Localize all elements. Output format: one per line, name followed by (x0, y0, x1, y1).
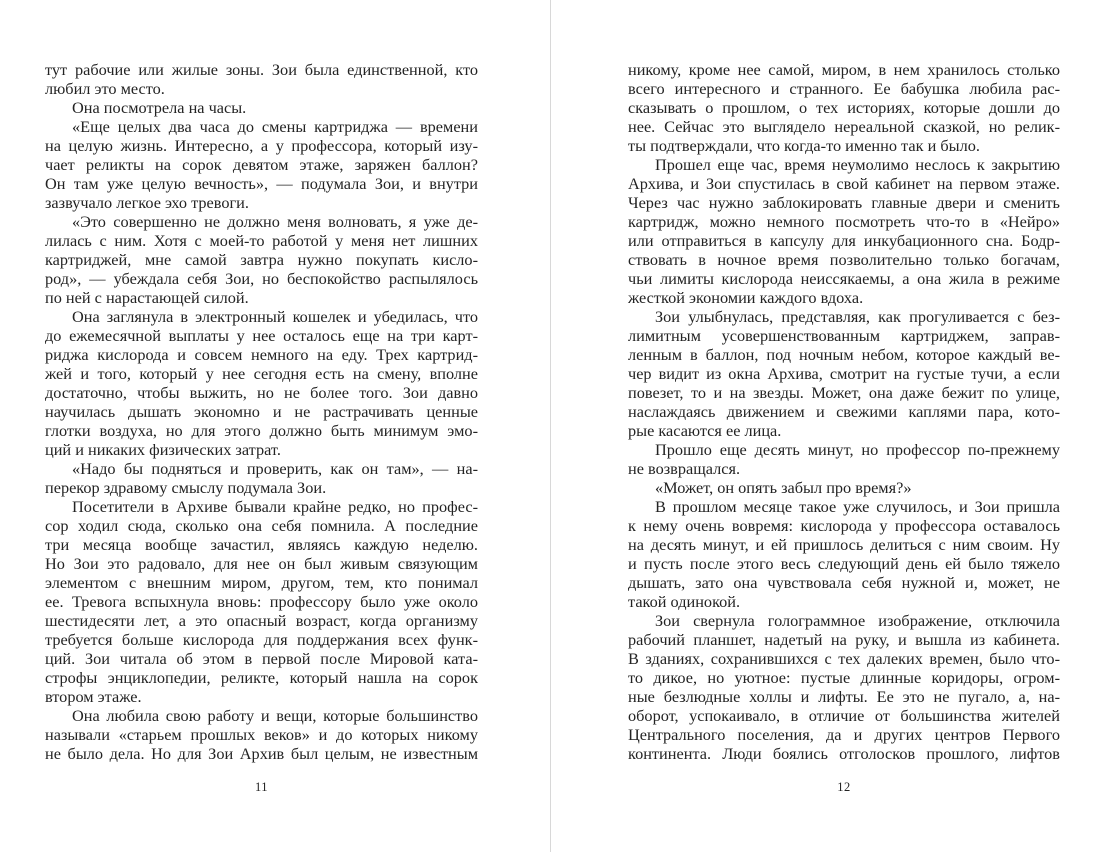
text-line: чает реликты на сорок девятом этаже, заряжен баллон? (45, 155, 478, 174)
text-line: втором этаже. (45, 687, 142, 706)
text-line: Он там уже целую вечность», — подумала Зои, и внутри (45, 174, 478, 193)
text-line: Но Зои это радовало, для нее он был живым связующим (45, 554, 478, 573)
text-line: не возвращался. (628, 459, 741, 478)
text-line: перекор здравому смыслу подумала Зои. (45, 478, 327, 497)
text-line: повезет, то и на звезды. Может, она даже бежит по улице, (628, 383, 1060, 402)
text-line: «Еще целых два часа до смены картриджа — времени (72, 117, 478, 136)
text-line: ее. Тревога вспыхнула вновь: профессору было уже около (45, 592, 478, 611)
text-line: шестидесяти лет, а это опасный возраст, когда организму (45, 611, 478, 630)
text-line: Архива, и Зои спустилась в свой кабинет на первом этаже. (628, 174, 1060, 193)
text-line: ций и никаких физических затрат. (45, 440, 281, 459)
text-line: картридж, можно немного посмотреть что-то в «Нейро» (628, 212, 1060, 231)
text-line: оборот, успокаивало, в отличие от большинства жителей (628, 706, 1060, 725)
text-line: ты подтверждали, что когда-то именно так и было. (628, 136, 980, 155)
text-line: называли «старьем прошлых веков» и до которых никому (45, 725, 478, 744)
page-number-left: 11 (254, 780, 269, 794)
text-line: глотки воздуха, но для этого должно быть минимум эмо- (45, 421, 478, 440)
text-line: ствовать в ночное время позволительно только богачам, (628, 250, 1060, 269)
text-line: три месяца вообще зачастил, являясь каждую неделю. (45, 535, 478, 554)
text-line: и пусть после этого весь следующий день ей было тяжело (628, 554, 1060, 573)
text-line: тут рабочие или жилые зоны. Зои была единственной, кто (45, 60, 478, 79)
text-line: такой одинокой. (628, 592, 741, 611)
text-line: Посетители в Архиве бывали крайне редко, но профес- (72, 497, 478, 516)
text-line: любил это место. (45, 79, 165, 98)
text-line: жей и того, который у нее сегодня есть на смену, вполне (45, 364, 478, 383)
text-line: «Может, он опять забыл про время?» (655, 478, 912, 497)
text-line: Прошло еще десять минут, но профессор по-прежнему (655, 440, 1060, 459)
text-line: нее. Сейчас это выглядело нереальной сказкой, но релик- (628, 117, 1060, 136)
text-line: чер видит из окна Архива, смотрит на густые тучи, а если (628, 364, 1060, 383)
text-line: «Надо бы подняться и проверить, как он там», — на- (72, 459, 478, 478)
text-line: Она посмотрела на часы. (72, 98, 247, 117)
text-line: к нему очень вовремя: кислорода у профессора оставалось (628, 516, 1060, 535)
text-line: В зданиях, сохранившихся с тех далеких времен, было что- (628, 649, 1060, 668)
text-line: риджа кислорода и совсем немного на еду. Трех картрид- (45, 345, 478, 364)
text-line: ные безлюдные холлы и лифты. Ее это не пугало, а, на- (628, 687, 1060, 706)
text-line: не было дела. Но для Зои Архив был целым, не известным (45, 744, 478, 763)
text-line: достаточно, чтобы выжить, но не более того. Зои давно (45, 383, 478, 402)
text-line: Через час нужно заблокировать главные двери и сменить (628, 193, 1060, 212)
text-line: никому, кроме нее самой, миром, в нем хранилось столько (628, 60, 1060, 79)
text-line: на десять минут, и ей пришлось делиться с ним своим. Ну (628, 535, 1060, 554)
text-line: на целую жизнь. Интересно, а у профессора, который изу- (45, 136, 478, 155)
text-line: зазвучало легкое эхо тревоги. (45, 193, 249, 212)
text-line: по ней с нарастающей силой. (45, 288, 249, 307)
text-line: ций. Зои читала об этом в первой после Мировой ката- (45, 649, 478, 668)
text-line: или отправиться в капсулу для инкубационного сна. Бодр- (628, 231, 1060, 250)
text-line: ленным в баллон, под ночным небом, которое каждый ве- (628, 345, 1060, 364)
text-line: Зои свернула голограммное изображение, отключила (655, 611, 1060, 630)
text-line: рые касаются ее лица. (628, 421, 782, 440)
text-line: В прошлом месяце такое уже случилось, и Зои пришла (655, 497, 1060, 516)
text-line: дышать, зато она чувствовала себя нужной и, может, не (628, 573, 1060, 592)
text-line: лилась с ним. Хотя с моей-то работой у меня нет лишних (45, 231, 478, 250)
text-line: «Это совершенно не должно меня волновать, я уже де- (72, 212, 478, 231)
text-line: Она заглянула в электронный кошелек и убедилась, что (72, 307, 478, 326)
text-line: всего интересного и странного. Ее бабушка любила рас- (628, 79, 1060, 98)
page-gutter-divider (550, 0, 551, 852)
text-line: Она любила свою работу и вещи, которые большинство (72, 706, 478, 725)
text-line: то дикое, но уютное: пустые длинные коридоры, огром- (628, 668, 1060, 687)
text-line: Центрального поселения, да и других центров Первого (628, 725, 1060, 744)
page-left-text (45, 60, 478, 763)
text-line: Зои улыбнулась, представляя, как прогуливается с без- (655, 307, 1060, 326)
text-line: рабочий планшет, надетый на руку, и вышла из кабинета. (628, 630, 1060, 649)
page-right-text (628, 60, 1060, 763)
text-line: наслаждаясь движением и свежими каплями пара, кото- (628, 402, 1060, 421)
text-line: картриджей, мне самой завтра нужно покупать кисло- (45, 250, 478, 269)
text-line: жесткой экономии каждого вдоха. (628, 288, 864, 307)
text-line: научилась дышать экономно и не растрачивать ценные (45, 402, 478, 421)
text-line: сказывать о прошлом, о тех историях, которые дошли до (628, 98, 1060, 117)
text-line: сор ходил сюда, сколько она себя помнила. А последние (45, 516, 478, 535)
text-line: элементом с внешним миром, другом, тем, кто понимал (45, 573, 478, 592)
text-line: лимитным усовершенствованным картриджем, заправ- (628, 326, 1060, 345)
text-line: континента. Люди боялись отголосков прошлого, лифтов (628, 744, 1060, 763)
text-line: до ежемесячной выплаты у нее осталось еще на три карт- (45, 326, 478, 345)
text-line: род», — убеждала себя Зои, но беспокойство распылялось (45, 269, 478, 288)
text-line: требуется больше кислорода для поддержания всех функ- (45, 630, 478, 649)
text-line: Прошел еще час, время неумолимо неслось к закрытию (655, 155, 1060, 174)
text-line: строфы энциклопедии, реликте, который нашла на сорок (45, 668, 478, 687)
page-number-right: 12 (837, 780, 851, 794)
text-line: чьи лимиты кислорода неиссякаемы, а она жила в режиме (628, 269, 1060, 288)
